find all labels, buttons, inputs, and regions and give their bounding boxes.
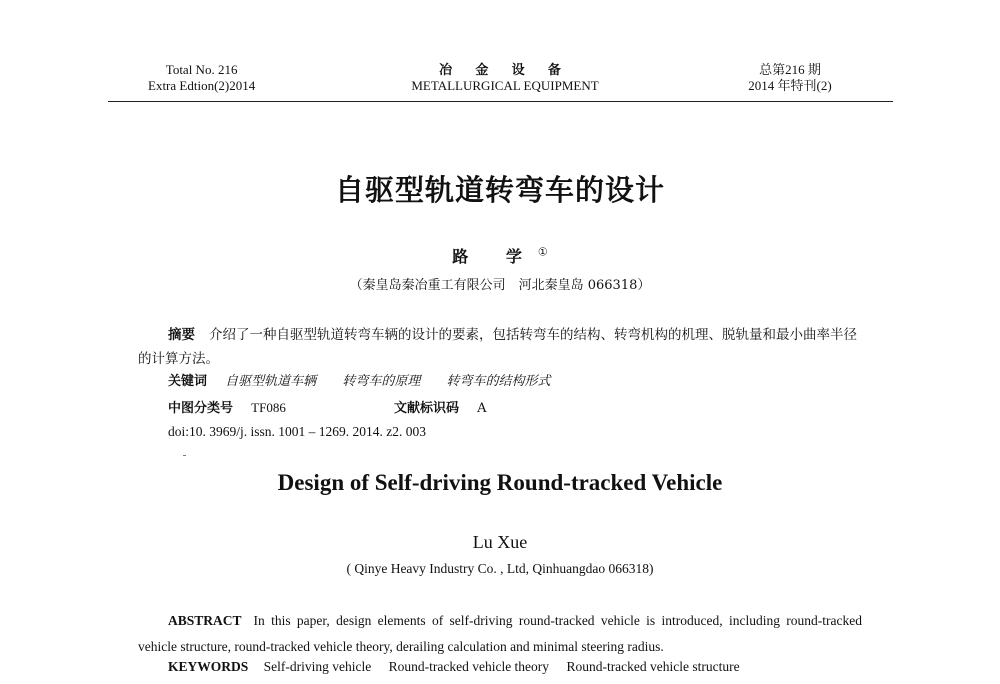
abstract-cn [138,323,862,371]
header-journal-name [360,62,650,94]
keyword-cn: 转弯车的结构形式 [446,374,551,389]
header-issue-number: Total No. 216 [165,62,238,77]
journal-name-cn: 冶 金 设 备 [439,62,571,77]
clc-value: TF086 [251,400,286,415]
abstract-label-en: ABSTRACT [168,613,242,628]
paper-title-cn: 自驱型轨道转弯车的设计 [334,173,665,207]
doc-code-label: 文献标识码 [393,401,459,416]
doi: doi:10. 3969/j. issn. 1001 – 1269. 2014. z2. 003 [168,424,427,439]
affiliation-en: ( Qinye Heavy Industry Co. , Ltd, Qinhuangdao 066318) [346,561,654,576]
keyword-en: Self-driving vehicle [263,659,372,674]
doc-code-value: A [477,401,487,416]
author-footnote-mark: ① [537,245,548,259]
paper-title-en: Design of Self-driving Round-tracked Vehicle [277,470,723,495]
keywords-label-cn: 关键词 [168,374,208,389]
abstract-label-cn: 摘要 [168,327,195,343]
keyword-en: Round-tracked vehicle theory [388,659,550,674]
keyword-cn: 转弯车的原理 [342,374,421,389]
author-en: Lu Xue [472,532,528,552]
keywords-cn [168,373,572,391]
classification-line [168,399,487,418]
header-total-issue-cn: 总第216 期 [759,62,821,77]
header-edition: Extra Edtion(2)2014 [148,78,256,93]
keyword-cn: 自驱型轨道车辆 [225,374,317,389]
header-left [148,62,255,94]
author-name-cn: 路 学 [452,247,538,266]
header-right [735,62,845,94]
affiliation-cn: （秦皇岛秦冶重工有限公司 河北秦皇岛 066318） [349,278,651,293]
header-special-issue-cn: 2014 年特刊(2) [748,78,832,93]
scan-speck [183,455,186,456]
keywords-en [168,659,754,675]
abstract-text-cn: 介绍了一种自驱型轨道转弯车辆的设计的要素，包括转弯车的结构、转弯机构的机理、脱轨量和最小曲率半径的计算方法。 [138,327,857,367]
clc-label: 中图分类号 [168,401,234,416]
header-divider [108,101,893,102]
author-cn [0,244,1000,267]
abstract-text-en: In this paper, design elements of self-driving round-tracked vehicle is introduced, including round-tracked vehicle structure, round-tracked vehicle theory, derailing calculation and minimal steering radius. [138,613,862,654]
keywords-label-en: KEYWORDS [168,659,249,674]
keyword-en: Round-tracked vehicle structure [566,659,740,674]
abstract-en [138,608,862,660]
journal-name-en: METALLURGICAL EQUIPMENT [411,78,599,93]
